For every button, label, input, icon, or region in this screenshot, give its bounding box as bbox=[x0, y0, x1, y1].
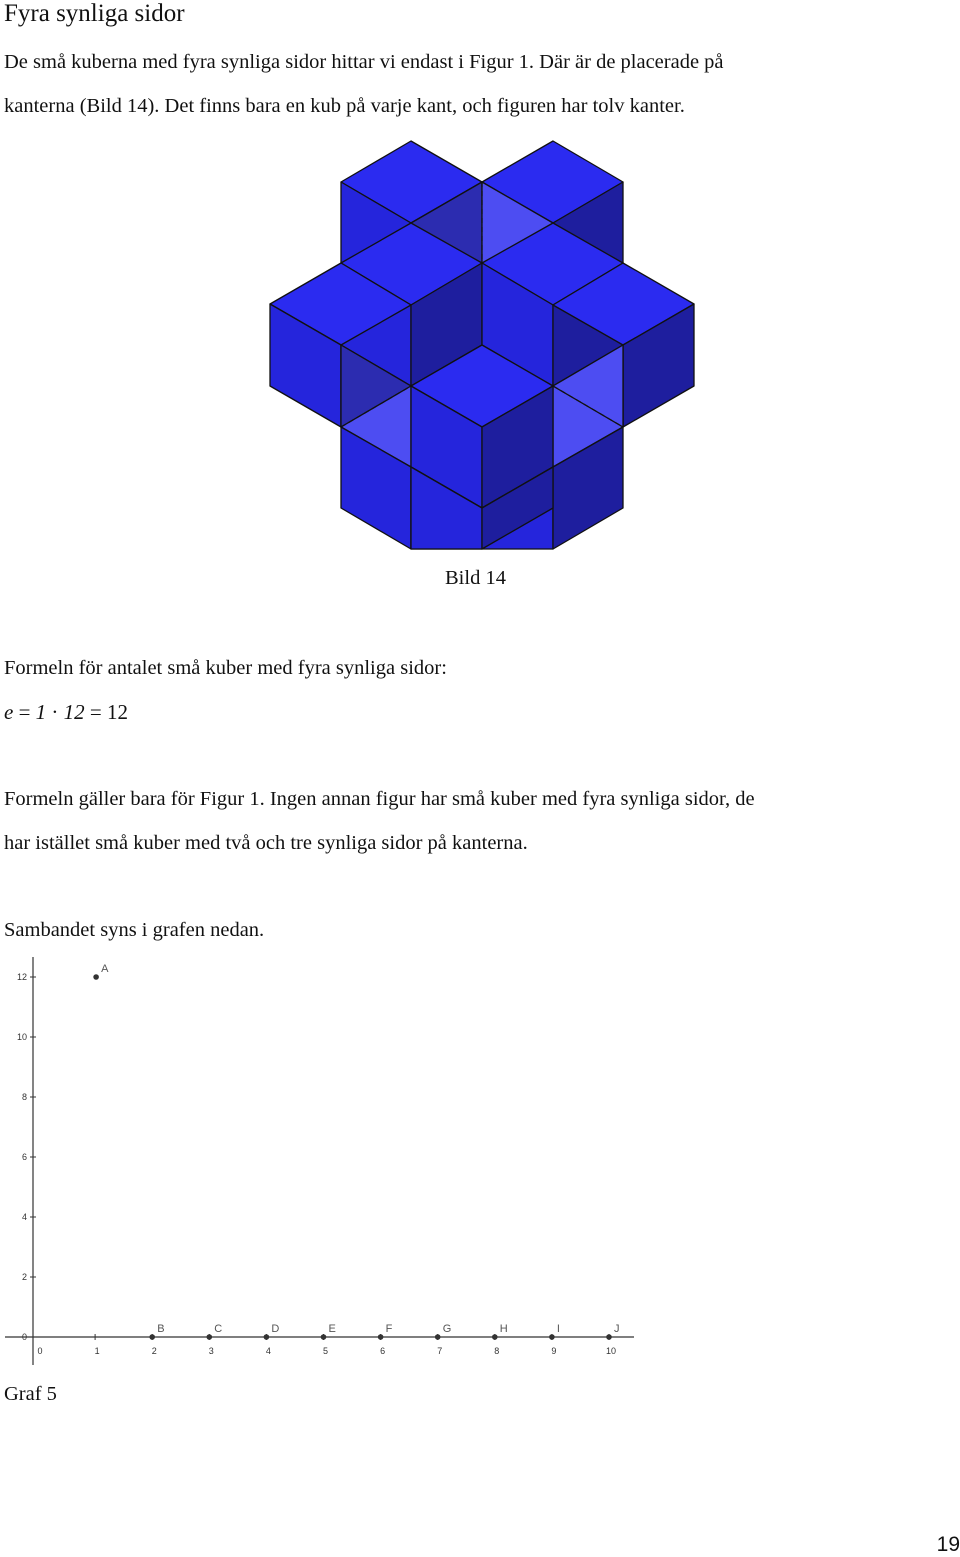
data-point-f bbox=[378, 1334, 384, 1340]
cube-figure bbox=[268, 139, 696, 551]
data-point-b bbox=[149, 1334, 155, 1340]
data-point-j bbox=[606, 1334, 612, 1340]
x-tick-label: 6 bbox=[380, 1346, 386, 1356]
x-tick-label: 3 bbox=[208, 1346, 214, 1356]
graph-caption: Graf 5 bbox=[4, 1383, 57, 1405]
y-tick-label: 12 bbox=[16, 972, 27, 982]
x-tick-label: 7 bbox=[437, 1346, 443, 1356]
y-tick-label: 8 bbox=[21, 1092, 27, 1102]
y-tick-label: 10 bbox=[16, 1032, 27, 1042]
formula-variable: e bbox=[4, 700, 14, 724]
formula-factor-a: 1 bbox=[35, 700, 47, 724]
point-label-j: J bbox=[614, 1323, 620, 1335]
x-tick-label: 8 bbox=[494, 1346, 500, 1356]
point-label-g: G bbox=[442, 1323, 452, 1335]
scatter-chart bbox=[0, 955, 640, 1370]
paragraph-2-line-1: Formeln gäller bara för Figur 1. Ingen annan figur har små kuber med fyra synliga sidor, de bbox=[4, 788, 755, 810]
point-label-d: D bbox=[271, 1323, 280, 1335]
point-label-a: A bbox=[101, 963, 109, 975]
formula-equals-1: = bbox=[18, 700, 31, 724]
y-tick-label: 2 bbox=[21, 1272, 27, 1282]
formula bbox=[4, 700, 128, 725]
point-label-h: H bbox=[499, 1323, 508, 1335]
y-tick-label: 0 bbox=[21, 1332, 27, 1342]
formula-dot: · bbox=[51, 700, 59, 724]
formula-intro: Formeln för antalet små kuber med fyra synliga sidor: bbox=[4, 657, 447, 679]
point-label-c: C bbox=[214, 1323, 223, 1335]
point-label-i: I bbox=[556, 1323, 560, 1335]
page-number: 19 bbox=[936, 1533, 960, 1556]
x-tick-label: 5 bbox=[322, 1346, 329, 1356]
paragraph-1-line-1: De små kuberna med fyra synliga sidor hittar vi endast i Figur 1. Där är de placerade på bbox=[4, 51, 724, 73]
data-point-e bbox=[321, 1334, 327, 1340]
point-label-e: E bbox=[328, 1323, 336, 1335]
paragraph-2-line-2: har istället små kuber med två och tre synliga sidor på kanterna. bbox=[4, 832, 528, 854]
formula-equals-2: = bbox=[89, 700, 102, 724]
paragraph-1-line-2: kanterna (Bild 14). Det finns bara en kub på varje kant, och figuren har tolv kanter. bbox=[4, 95, 685, 117]
paragraph-3: Sambandet syns i grafen nedan. bbox=[4, 919, 265, 941]
data-point-i bbox=[549, 1334, 555, 1340]
data-point-g bbox=[435, 1334, 441, 1340]
x-tick-label: 4 bbox=[265, 1346, 271, 1356]
figure-caption: Bild 14 bbox=[445, 567, 506, 589]
x-tick-label: 10 bbox=[605, 1346, 617, 1356]
data-point-a bbox=[93, 974, 99, 980]
formula-result: 12 bbox=[107, 700, 129, 724]
section-heading: Fyra synliga sidor bbox=[4, 0, 185, 27]
point-label-b: B bbox=[157, 1323, 165, 1335]
x-tick-label: 0 bbox=[37, 1346, 43, 1356]
point-label-f: F bbox=[385, 1323, 393, 1335]
x-tick-label: 1 bbox=[94, 1346, 100, 1356]
formula-factor-b: 12 bbox=[63, 700, 85, 724]
y-tick-label: 6 bbox=[21, 1152, 27, 1162]
y-tick-label: 4 bbox=[21, 1212, 27, 1222]
x-tick-label: 9 bbox=[551, 1346, 557, 1356]
x-tick-label: 2 bbox=[151, 1346, 157, 1356]
data-point-d bbox=[264, 1334, 270, 1340]
data-point-c bbox=[207, 1334, 213, 1340]
data-point-h bbox=[492, 1334, 498, 1340]
